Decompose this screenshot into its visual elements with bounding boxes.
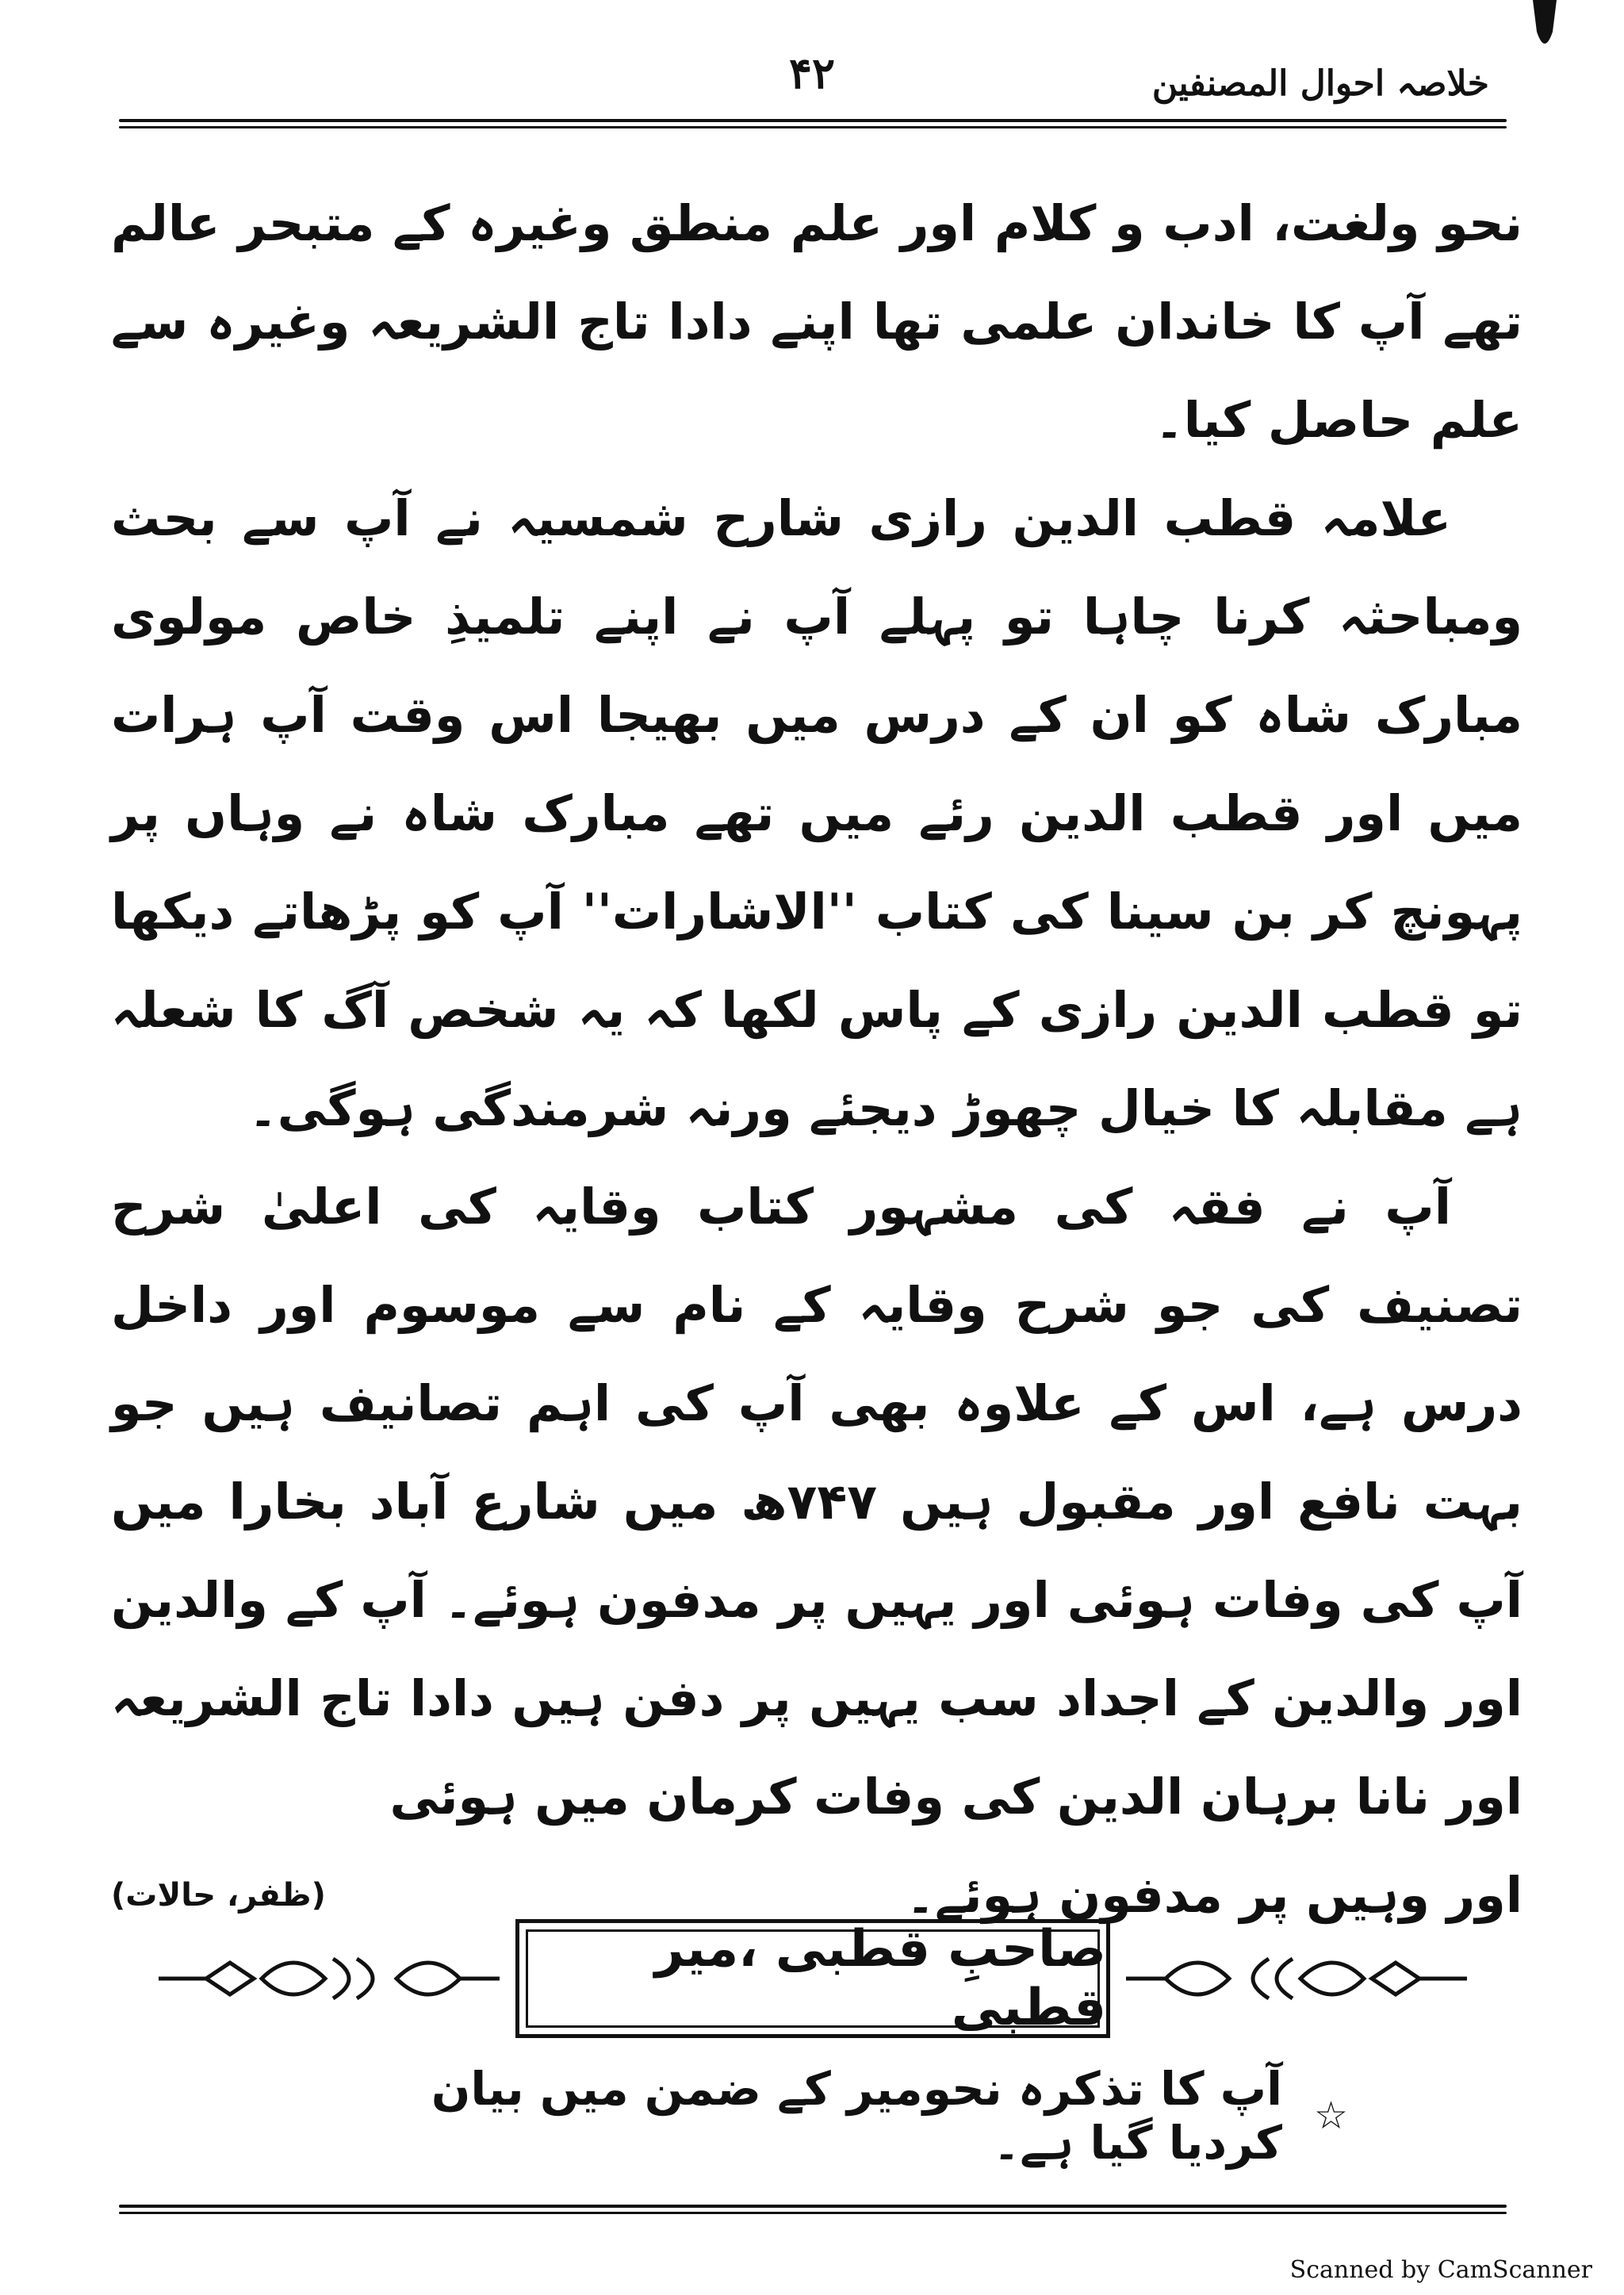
scanner-watermark: Scanned by CamScanner (1289, 2256, 1592, 2284)
page-number: ۴۲ (788, 48, 835, 98)
book-title: خلاصہ احوال المصنفین (1151, 63, 1489, 104)
ornament-right (1126, 1943, 1467, 2014)
body-text (111, 174, 1522, 1944)
section-heading: صاحبِ قطبی ،میر قطبی (654, 1920, 1106, 2037)
page-header (119, 32, 1505, 127)
note-text: آپ کا تذکرہ نحومیر کے ضمن میں بیان کردیا گیا ہے۔ (431, 2062, 1282, 2170)
note (317, 2062, 1348, 2170)
header-rule (119, 119, 1507, 130)
footer-rule (119, 2205, 1507, 2216)
paragraph-1: نحو ولغت، ادب و کلام اور علم منطق وغیرہ کے متبحر عالم تھے آپ کا خاندان علمی تھا اپنے دادا تاج الشریعہ وغیرہ سے علم حاصل کیا۔ (111, 194, 1522, 449)
source-citation: (ظفر، حالات) (111, 1877, 326, 1914)
section-heading-box (515, 1919, 1110, 2038)
star-outline-icon: ☆ (1313, 2094, 1348, 2138)
paragraph-3: آپ نے فقہ کی مشہور کتاب وقایہ کی اعلیٰ شرح تصنیف کی جو شرح وقایہ کے نام سے موسوم اور داخل درس ہے، اس کے علاوہ بھی آپ کی اہم تصانیف ہیں جو بہت نافع اور مقبول ہیں ۷۴۷ھ میں شارع آباد بخارا میں آپ کی وفات ہوئی اور یہیں پر مدفون ہوئے۔ آپ کے والدین اور والدین کے اجداد سب یہیں پر دفن ہیں دادا تاج الشریعہ اور نانا برہان الدین کی وفات کرمان میں ہوئی (111, 1178, 1522, 1826)
closing-line-text: اور وہیں پر مدفون ہوئے۔ (906, 1866, 1522, 1924)
corner-mark (1529, 0, 1561, 56)
section-heading-frame (159, 1919, 1467, 2038)
paragraph-2: علامہ قطب الدین رازی شارح شمسیہ نے آپ سے بحث ومباحثہ کرنا چاہا تو پہلے آپ نے اپنے تلمیذِ خاص مولوی مبارک شاہ کو ان کے درس میں بھیجا اس وقت آپ ہرات میں اور قطب الدین رئے میں تھے مبارک شاہ نے وہاں پر پہونچ کر بن سینا کی کتاب ''الاشارات'' آپ کو پڑھاتے دیکھا تو قطب الدین رازی کے پاس لکھا کہ یہ شخص آگ کا شعلہ ہے مقابلہ کا خیال چھوڑ دیجئے ورنہ شرمندگی ہوگی۔ (111, 489, 1522, 1137)
ornament-left (159, 1943, 500, 2014)
